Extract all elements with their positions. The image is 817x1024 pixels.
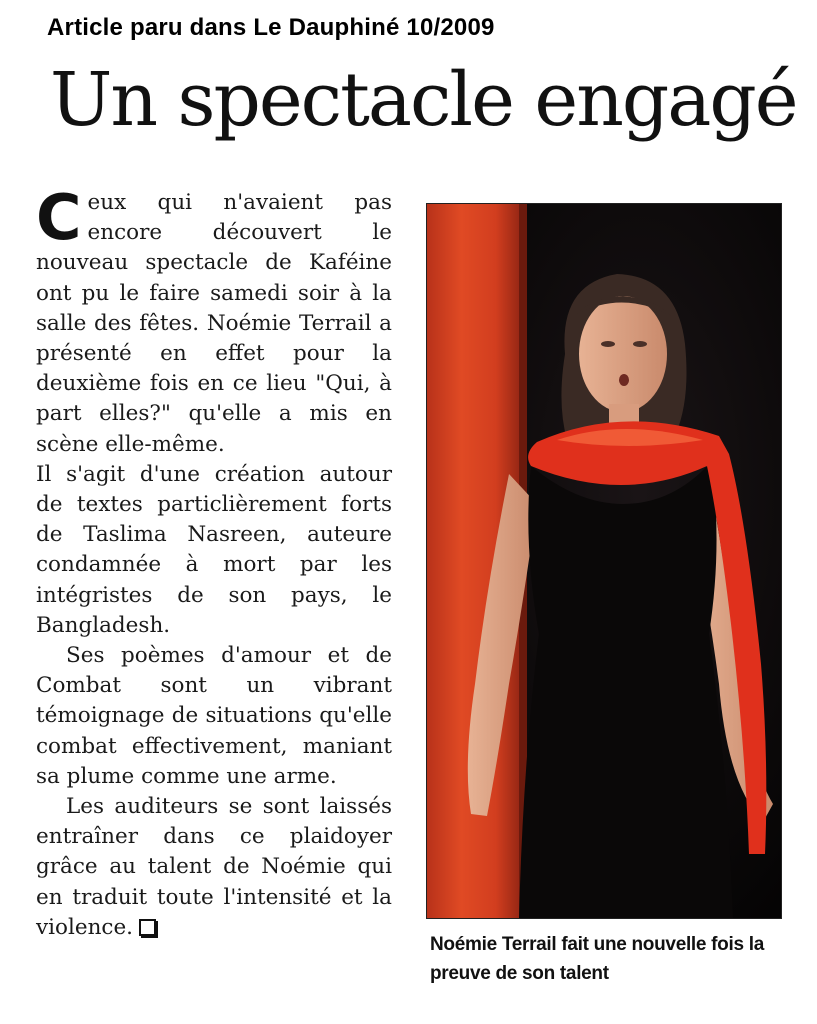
performer-illustration — [427, 204, 781, 918]
paragraph-3: Ses poèmes d'amour et de Combat sont un vibrant témoignage de situations qu'elle combat effectivement, maniant sa plume comme une arme. — [36, 643, 392, 789]
paragraph-2: Il s'agit d'une création autour de textes particlièrement forts de Taslima Nasreen, auteure condamnée à mort par les intégristes de son pays, le Bangladesh. — [36, 461, 392, 638]
paragraph-4 — [36, 792, 392, 943]
paragraph-4-text: Les auditeurs se sont laissés entraîner dans ce plaidoyer grâce au talent de Noémie qui en traduit toute l'intensité et la violence. — [36, 794, 392, 940]
headline: Un spectacle engagé — [50, 57, 797, 143]
drop-cap: C — [36, 181, 82, 254]
paragraph-1 — [36, 181, 392, 460]
face — [579, 296, 667, 412]
black-dress — [519, 462, 733, 918]
photo-caption: Noémie Terrail fait une nouvelle fois la preuve de son talent — [430, 934, 764, 984]
paragraph-1-text: eux qui n'avaient pas encore découvert le nouveau spectacle de Kaféine ont pu le faire samedi soir à la salle des fêtes. Noémie Terrail a présenté en effet pour la deuxième fois en ce lieu "Qui, à part elles?" qu'elle a mis en scène elle-même. — [36, 190, 392, 457]
article-body — [36, 181, 392, 943]
end-of-article-square-icon — [139, 919, 156, 936]
performer-photo — [426, 203, 782, 919]
source-line: Article paru dans Le Dauphiné 10/2009 — [47, 14, 495, 41]
